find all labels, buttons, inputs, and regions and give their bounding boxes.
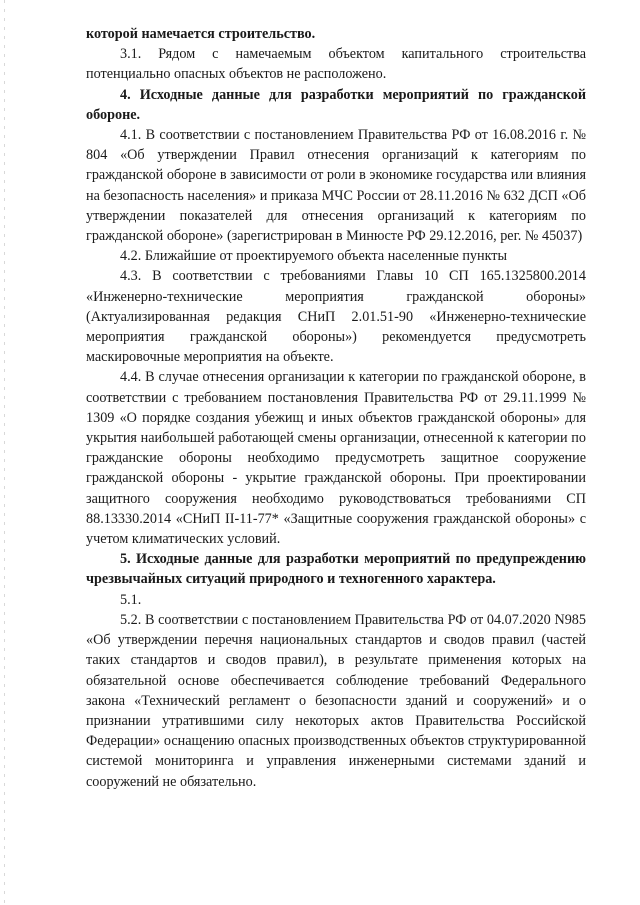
paragraph-continuation-title: которой намечается строительство. — [86, 26, 316, 42]
paragraph-4-4: 4.4. В случае отнесения организации к категории по гражданской обороне, в соответствии с требованием постановления Правительства РФ от 29.11.1999 № 1309 «О порядке создания убежищ и иных объектов гражданской обороны» для укрытия наибольшей работающей смены организации, отнесенной к категории по гражданские обороны необходимо предусмотреть защитное сооружение гражданской обороны - укрытие гражданской обороны. При проектировании защитного сооружения необходимо руководствоваться требованиями СП 88.13330.2014 «СНиП II-11-77* «Защитные сооружения гражданской обороны» с учетом климатических условий. — [86, 369, 586, 548]
paragraph-4-2: 4.2. Ближайшие от проектируемого объекта населенные пункты — [120, 248, 508, 265]
document-page — [86, 24, 586, 792]
scan-edge-artifact — [4, 0, 5, 905]
section-heading-5: 5. Исходные данные для разработки мероприятий по предупреждению чрезвычайных ситуаций природного и техногенного характера. — [86, 551, 586, 588]
paragraph-4-1: 4.1. В соответствии с постановлением Правительства РФ от 16.08.2016 г. № 804 «Об утверждении Правил отнесения организаций к категориям по гражданской обороне в зависимости от роли в экономике государства или влияния на безопасность населения» и приказа МЧС России от 28.11.2016 № 632 ДСП «Об утверждении показателей для отнесения организаций к категориям по гражданской обороне» (зарегистрирован в Минюсте РФ 29.12.2016, рег. № 45037) — [86, 127, 587, 245]
paragraph-4-3: 4.3. В соответствии с требованиями Главы 10 СП 165.1325800.2014 «Инженерно-технические мероприятия гражданской обороны» (Актуализированная редакция СНиП 2.01.51-90 «Инженерно-технические мероприятия гражданской обороны») рекомендуется предусмотреть маскировочные мероприятия на объекте. — [86, 268, 586, 366]
paragraph-5-1: 5.1. — [120, 591, 142, 608]
paragraph-5-2: 5.2. В соответствии с постановлением Правительства РФ от 04.07.2020 N985 «Об утверждении перечня национальных стандартов и сводов правил (частей таких стандартов и сводов правил), в результате применения которых на обязательной основе обеспечивается соблюдение требований Федерального закона «Технический регламент о безопасности зданий и сооружений» и о признании утратившими силу некоторых актов Правительства Российской Федерации» оснащению опасных производственных объектов структурированной системой мониторинга и управления инженерными системами зданий и сооружений не обязательно. — [86, 611, 586, 790]
paragraph-3-1: 3.1. Рядом с намечаемым объектом капитального строительства потенциально опасных объектов не расположено. — [86, 46, 586, 83]
section-heading-4: 4. Исходные данные для разработки мероприятий по гражданской обороне. — [86, 86, 586, 123]
